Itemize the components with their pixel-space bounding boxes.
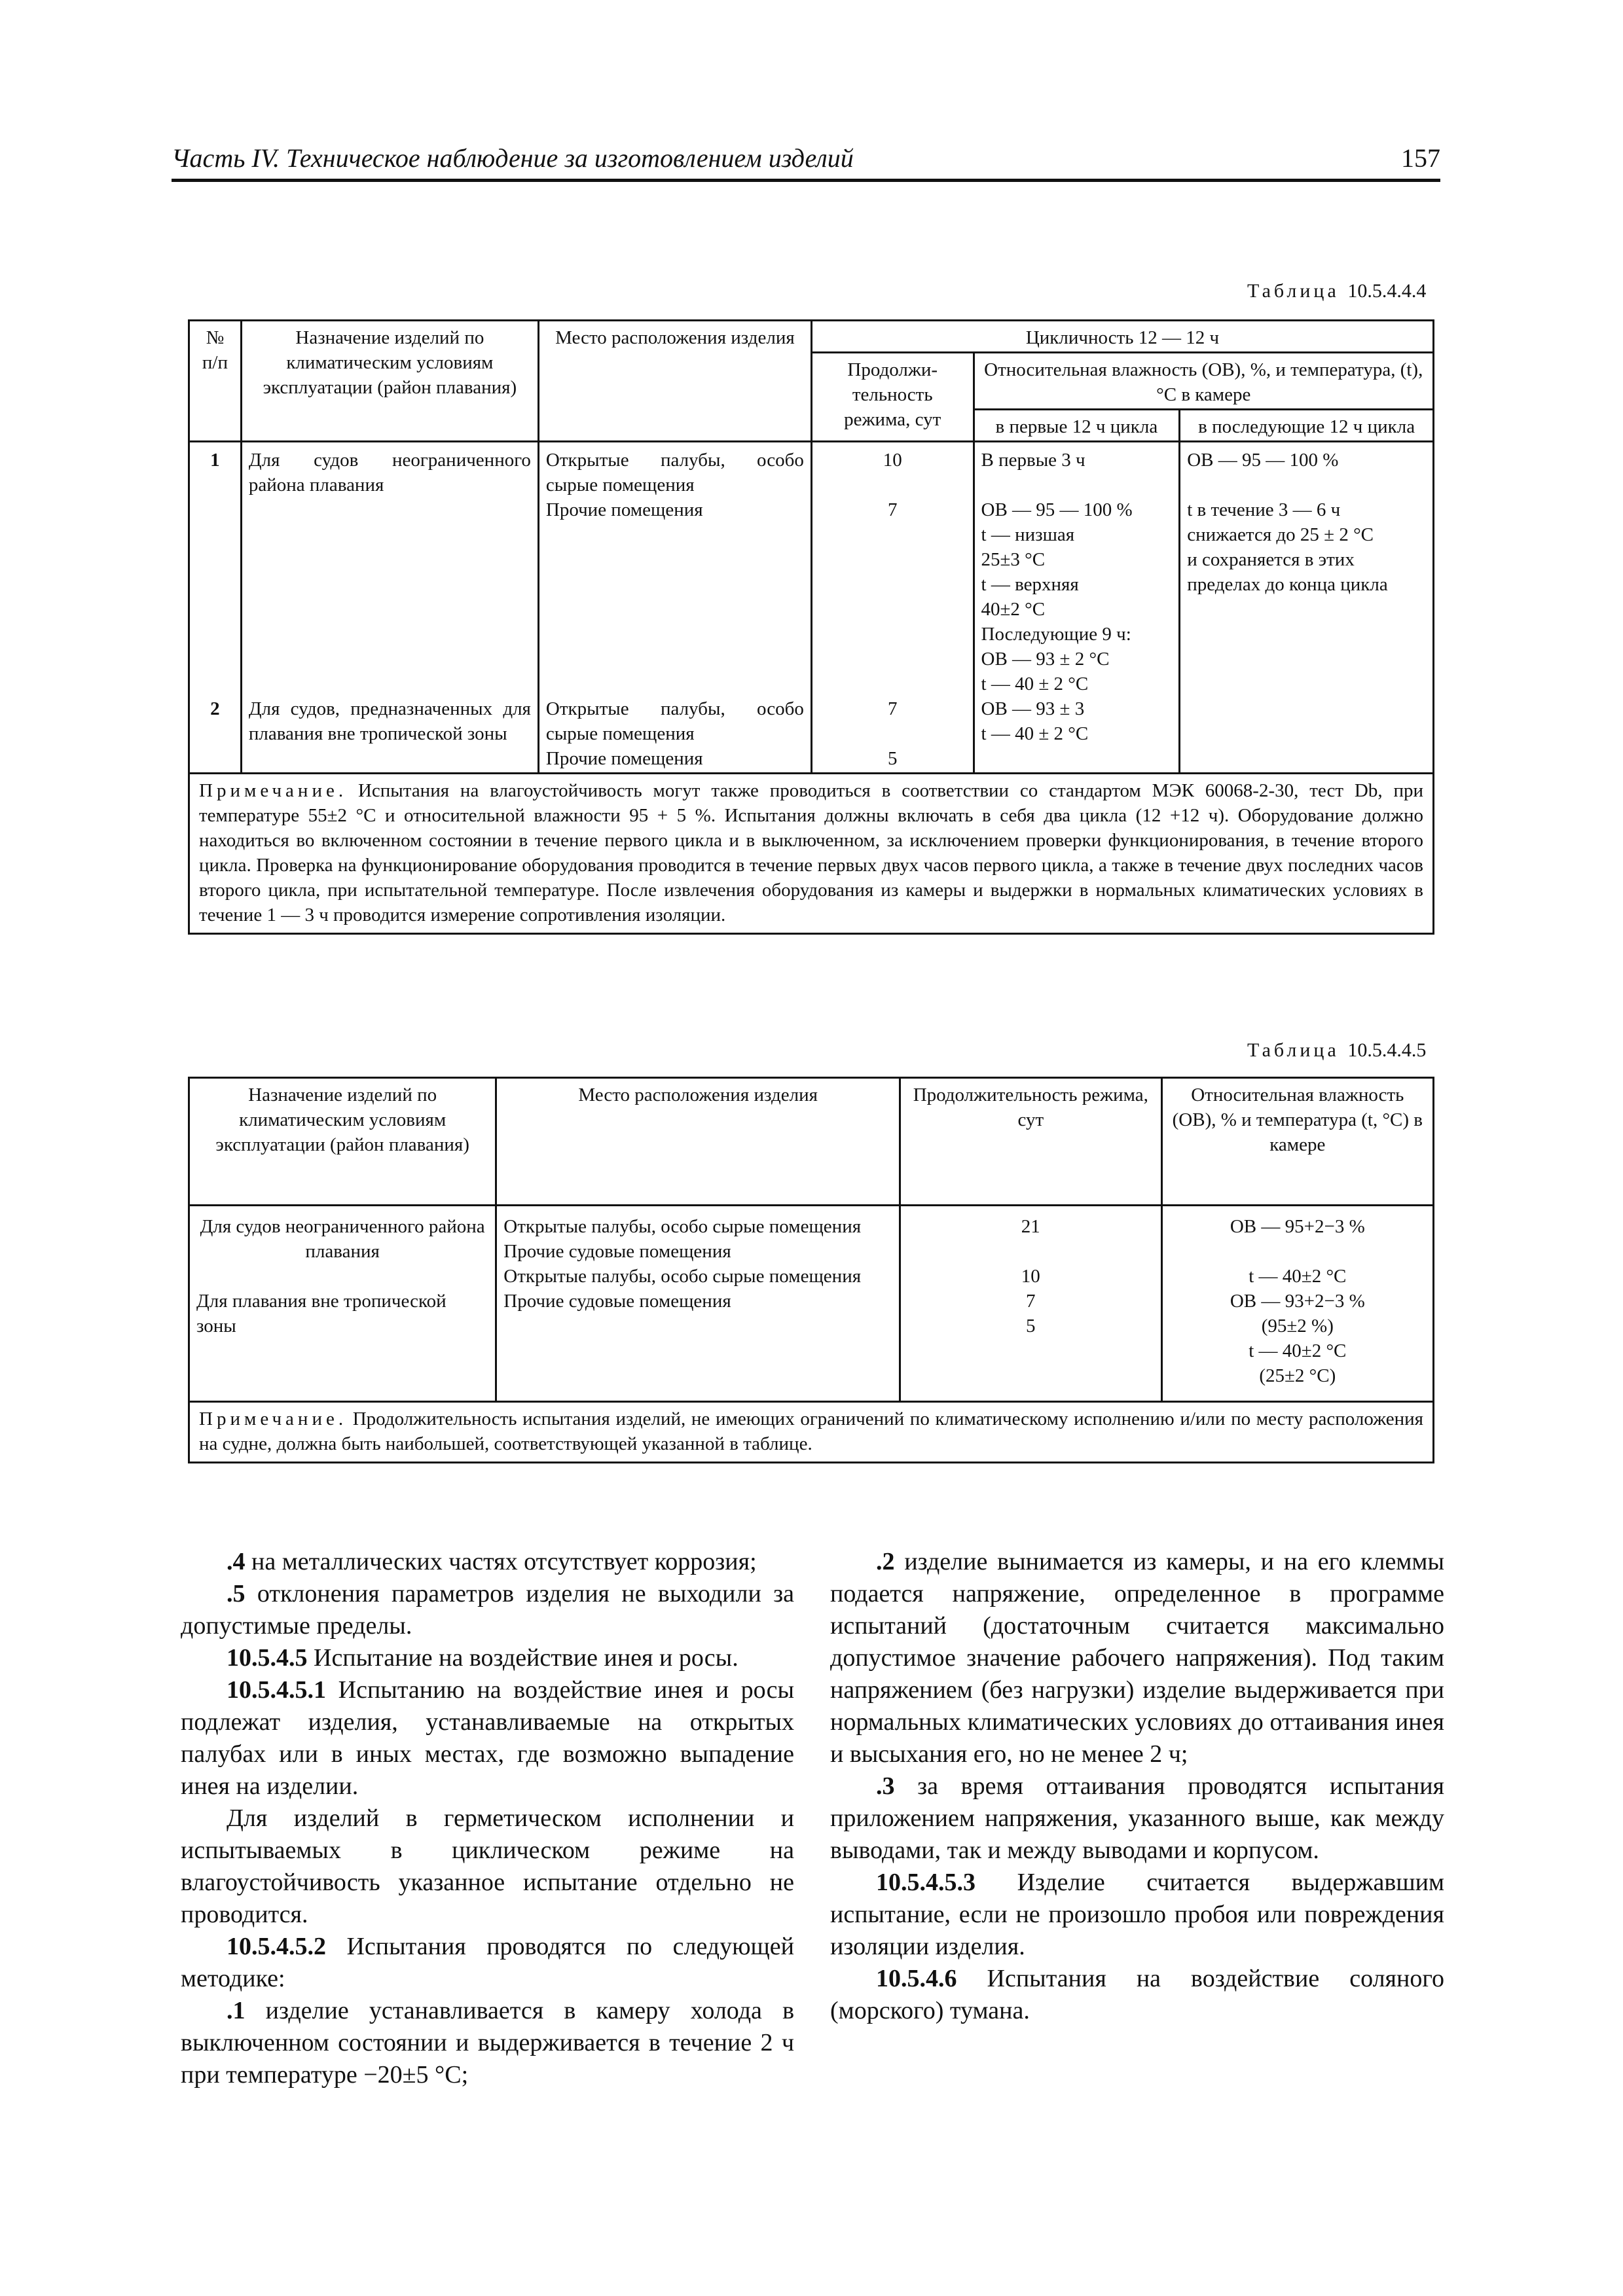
table2-caption-number: 10.5.4.4.5 xyxy=(1347,1039,1427,1061)
t1-first-line: В первые 3 ч xyxy=(981,450,1085,471)
left-para: .1 изделие устанавливается в камеру холода в выключенном состоянии и выдерживается в течение 2 ч при температуре −20±5 °С; xyxy=(181,1997,795,2089)
t1-first-line: t — 40 ± 2 °С xyxy=(981,673,1089,694)
t1-r1-dur2: 7 xyxy=(887,499,898,520)
t1-durations xyxy=(811,442,974,774)
t1-r2-dur1: 7 xyxy=(887,698,898,719)
table2-caption-word: Таблица xyxy=(1247,1039,1340,1061)
t2-loc4: Прочие судовые помещения xyxy=(503,1291,731,1312)
t1-r2-loc1: Открытые палубы, особо сырые помещения xyxy=(545,698,804,744)
t2-head-purpose: Назначение изделий по климатическим условиям эксплуатации (район плавания) xyxy=(189,1078,496,1206)
t1-locations xyxy=(538,442,811,774)
t1-head-first: в первые 12 ч цикла xyxy=(974,410,1180,442)
left-para: Для изделий в герметическом исполнении и испытываемых в циклическом режиме на влагоустойчивость указанное испытание отдельно не проводится. xyxy=(181,1804,794,1928)
t1-note xyxy=(189,774,1434,934)
t2-d1: 21 xyxy=(1021,1216,1040,1237)
t1-first-cycle xyxy=(974,442,1180,774)
t1-next-line: пределах до конца цикла xyxy=(1187,574,1388,595)
t2-humidities xyxy=(1161,1206,1433,1402)
t1-first-line: Последующие 9 ч: xyxy=(981,624,1131,645)
left-para: 10.5.4.5.1 Испытанию на воздействие инея и росы подлежат изделия, устанавливаемые на открытых палубах или в иных местах, где возможно выпадение инея на изделии. xyxy=(181,1676,795,1800)
t1-r2-no: 2 xyxy=(210,698,220,719)
table1-caption-number: 10.5.4.4.4 xyxy=(1347,280,1427,302)
t2-loc2: Прочие судовые помещения xyxy=(503,1241,731,1262)
t1-first-line: ОВ — 95 — 100 % xyxy=(981,499,1133,520)
t1-head-purpose: Назначение изделий по климатическим условиям эксплуатации (район плавания) xyxy=(241,321,538,442)
t1-head-next: в последующие 12 ч цикла xyxy=(1180,410,1434,442)
t1-first-line: t — верхняя xyxy=(981,574,1079,595)
t1-next-line: t в течение 3 — 6 ч xyxy=(1187,499,1341,520)
t1-r1-loc1: Открытые палубы, особо сырые помещения xyxy=(545,450,804,495)
left-heading: 10.5.4.5 Испытание на воздействие инея и росы. xyxy=(227,1644,739,1672)
t1-r2-dur2: 5 xyxy=(887,748,898,769)
table-10-5-4-4-5 xyxy=(188,1077,1434,1463)
table1-caption-word: Таблица xyxy=(1247,280,1340,302)
t2-purposes xyxy=(189,1206,496,1402)
t2-d3: 7 xyxy=(1026,1291,1036,1312)
t2-h2: t — 40±2 °С xyxy=(1249,1266,1347,1287)
t2-d4: 5 xyxy=(1026,1316,1036,1336)
t1-head-humidity: Относительная влажность (ОВ), %, и температура, (t), °С в камере xyxy=(974,353,1433,410)
t1-r1-no: 1 xyxy=(210,450,220,471)
t1-first-line: 40±2 °С xyxy=(981,599,1046,620)
right-para: .2 изделие вынимается из камеры, и на его клеммы подается напряжение, определенное в программе испытаний (достаточным считается максимально допустимое значение рабочего напряжения). Под таким напряжением (без нагрузки) изделие выдерживается при нормальных климатических условиях до оттаивания инея и высыхания его, но не менее 2 ч; xyxy=(830,1548,1445,1768)
t2-h1: ОВ — 95+2−3 % xyxy=(1230,1216,1365,1237)
t2-d2: 10 xyxy=(1021,1266,1040,1287)
t1-first-line: t — 40 ± 2 °С xyxy=(981,723,1089,744)
t1-head-no: № п/п xyxy=(189,321,242,442)
t2-note xyxy=(189,1402,1434,1463)
page-number: 157 xyxy=(1401,143,1440,173)
t1-note-label: Примечание. xyxy=(199,780,348,801)
t1-next-cycle xyxy=(1180,442,1434,774)
t1-next-line: ОВ — 95 — 100 % xyxy=(1187,450,1339,471)
left-para: 10.5.4.5.2 Испытания проводятся по следующей методике: xyxy=(181,1933,794,1992)
running-title: Часть IV. Техническое наблюдение за изготовлением изделий xyxy=(172,143,854,173)
right-para: .3 за время оттаивания проводятся испытания приложением напряжения, указанного выше, как между выводами, так и между выводами и корпусом. xyxy=(830,1772,1445,1864)
t1-numbers xyxy=(189,442,242,774)
t2-head-location: Место расположения изделия xyxy=(496,1078,900,1206)
right-heading: 10.5.4.6 Испытания на воздействие соляного (морского) тумана. xyxy=(830,1965,1444,2024)
t2-durations xyxy=(900,1206,1162,1402)
t2-head-duration: Продолжительность режима, сут xyxy=(900,1078,1162,1206)
right-para: 10.5.4.5.3 Изделие считается выдержавшим испытание, если не произошло пробоя или повреждения изоляции изделия. xyxy=(830,1869,1444,1960)
t1-first-line xyxy=(981,473,1173,497)
running-head xyxy=(172,134,1440,182)
t1-next-line: снижается до 25 ± 2 °С xyxy=(1187,524,1374,545)
table1-caption xyxy=(1247,280,1426,302)
left-para: .5 отклонения параметров изделия не выходили за допустимые пределы. xyxy=(181,1580,795,1640)
t1-next-line: и сохраняется в этих xyxy=(1187,549,1355,570)
body-left-column xyxy=(181,1546,794,2091)
t1-r1-loc2: Прочие помещения xyxy=(545,499,703,520)
t2-h3: ОВ — 93+2−3 % xyxy=(1230,1291,1365,1312)
t1-head-duration: Продолжи-тельность режима, сут xyxy=(811,353,974,442)
t1-r2-loc2: Прочие помещения xyxy=(545,748,703,769)
t1-r1-dur1: 10 xyxy=(883,450,902,471)
t2-note-label: Примечание. xyxy=(199,1408,348,1429)
t2-loc1: Открытые палубы, особо сырые помещения xyxy=(503,1216,862,1237)
t2-loc3: Открытые палубы, особо сырые помещения xyxy=(503,1266,862,1287)
t1-head-location: Место расположения изделия xyxy=(538,321,811,442)
t1-note-text: Испытания на влагоустойчивость могут также проводиться в соответствии со стандартом МЭК 60068-2-30, тест Db, при температуре 55±2 °С и относительной влажности 95 + 5 %. Испытания должны включать в себя два цикла (12 +12 ч). Оборудование должно находиться во включенном состоянии в течение первого цикла и в выключенном, за исключением проверки функционирования, в течение второго цикла. Проверка на функционирование оборудования проводится в течение первых двух часов первого цикла, а также в течение двух последних часов второго цикла, при испытательной температуре. После извлечения оборудования из камеры и выдержки в нормальных климатических условиях в течение 1 — 3 ч проводится измерение сопротивления изоляции. xyxy=(199,780,1423,925)
table-10-5-4-4-4 xyxy=(188,319,1434,935)
t1-next-line xyxy=(1187,473,1426,497)
t1-r1-purpose: Для судов неограниченного района плавания xyxy=(248,450,531,495)
t2-h4: t — 40±2 °С xyxy=(1249,1340,1347,1361)
t1-first-line: 25±3 °С xyxy=(981,549,1046,570)
t2-h4b: (25±2 °С) xyxy=(1259,1365,1336,1386)
t1-head-cyclicity: Цикличность 12 — 12 ч xyxy=(811,321,1433,353)
t1-first-line: t — низшая xyxy=(981,524,1075,545)
t2-p2: Для плавания вне тропической зоны xyxy=(196,1291,447,1336)
left-para: .4 на металлических частях отсутствует коррозия; xyxy=(227,1548,757,1575)
t2-p1: Для судов неограниченного района плавания xyxy=(200,1216,485,1262)
table2-caption xyxy=(1247,1039,1426,1062)
t1-first-line: ОВ — 93 ± 3 xyxy=(981,698,1085,719)
t2-h3b: (95±2 %) xyxy=(1261,1316,1334,1336)
body-right-column xyxy=(830,1546,1444,2027)
t2-head-humidity: Относительная влажность (ОВ), % и температура (t, °С) в камере xyxy=(1161,1078,1433,1206)
t2-locations xyxy=(496,1206,900,1402)
t1-purposes xyxy=(241,442,538,774)
t1-first-line: ОВ — 93 ± 2 °С xyxy=(981,649,1110,670)
t2-note-text: Продолжительность испытания изделий, не имеющих ограничений по климатическому исполнению и/или по месту расположения на судне, должна быть наибольшей, соответствующей указанной в таблице. xyxy=(199,1408,1423,1454)
t1-r2-purpose: Для судов, предназначенных для плавания вне тропической зоны xyxy=(248,698,531,744)
